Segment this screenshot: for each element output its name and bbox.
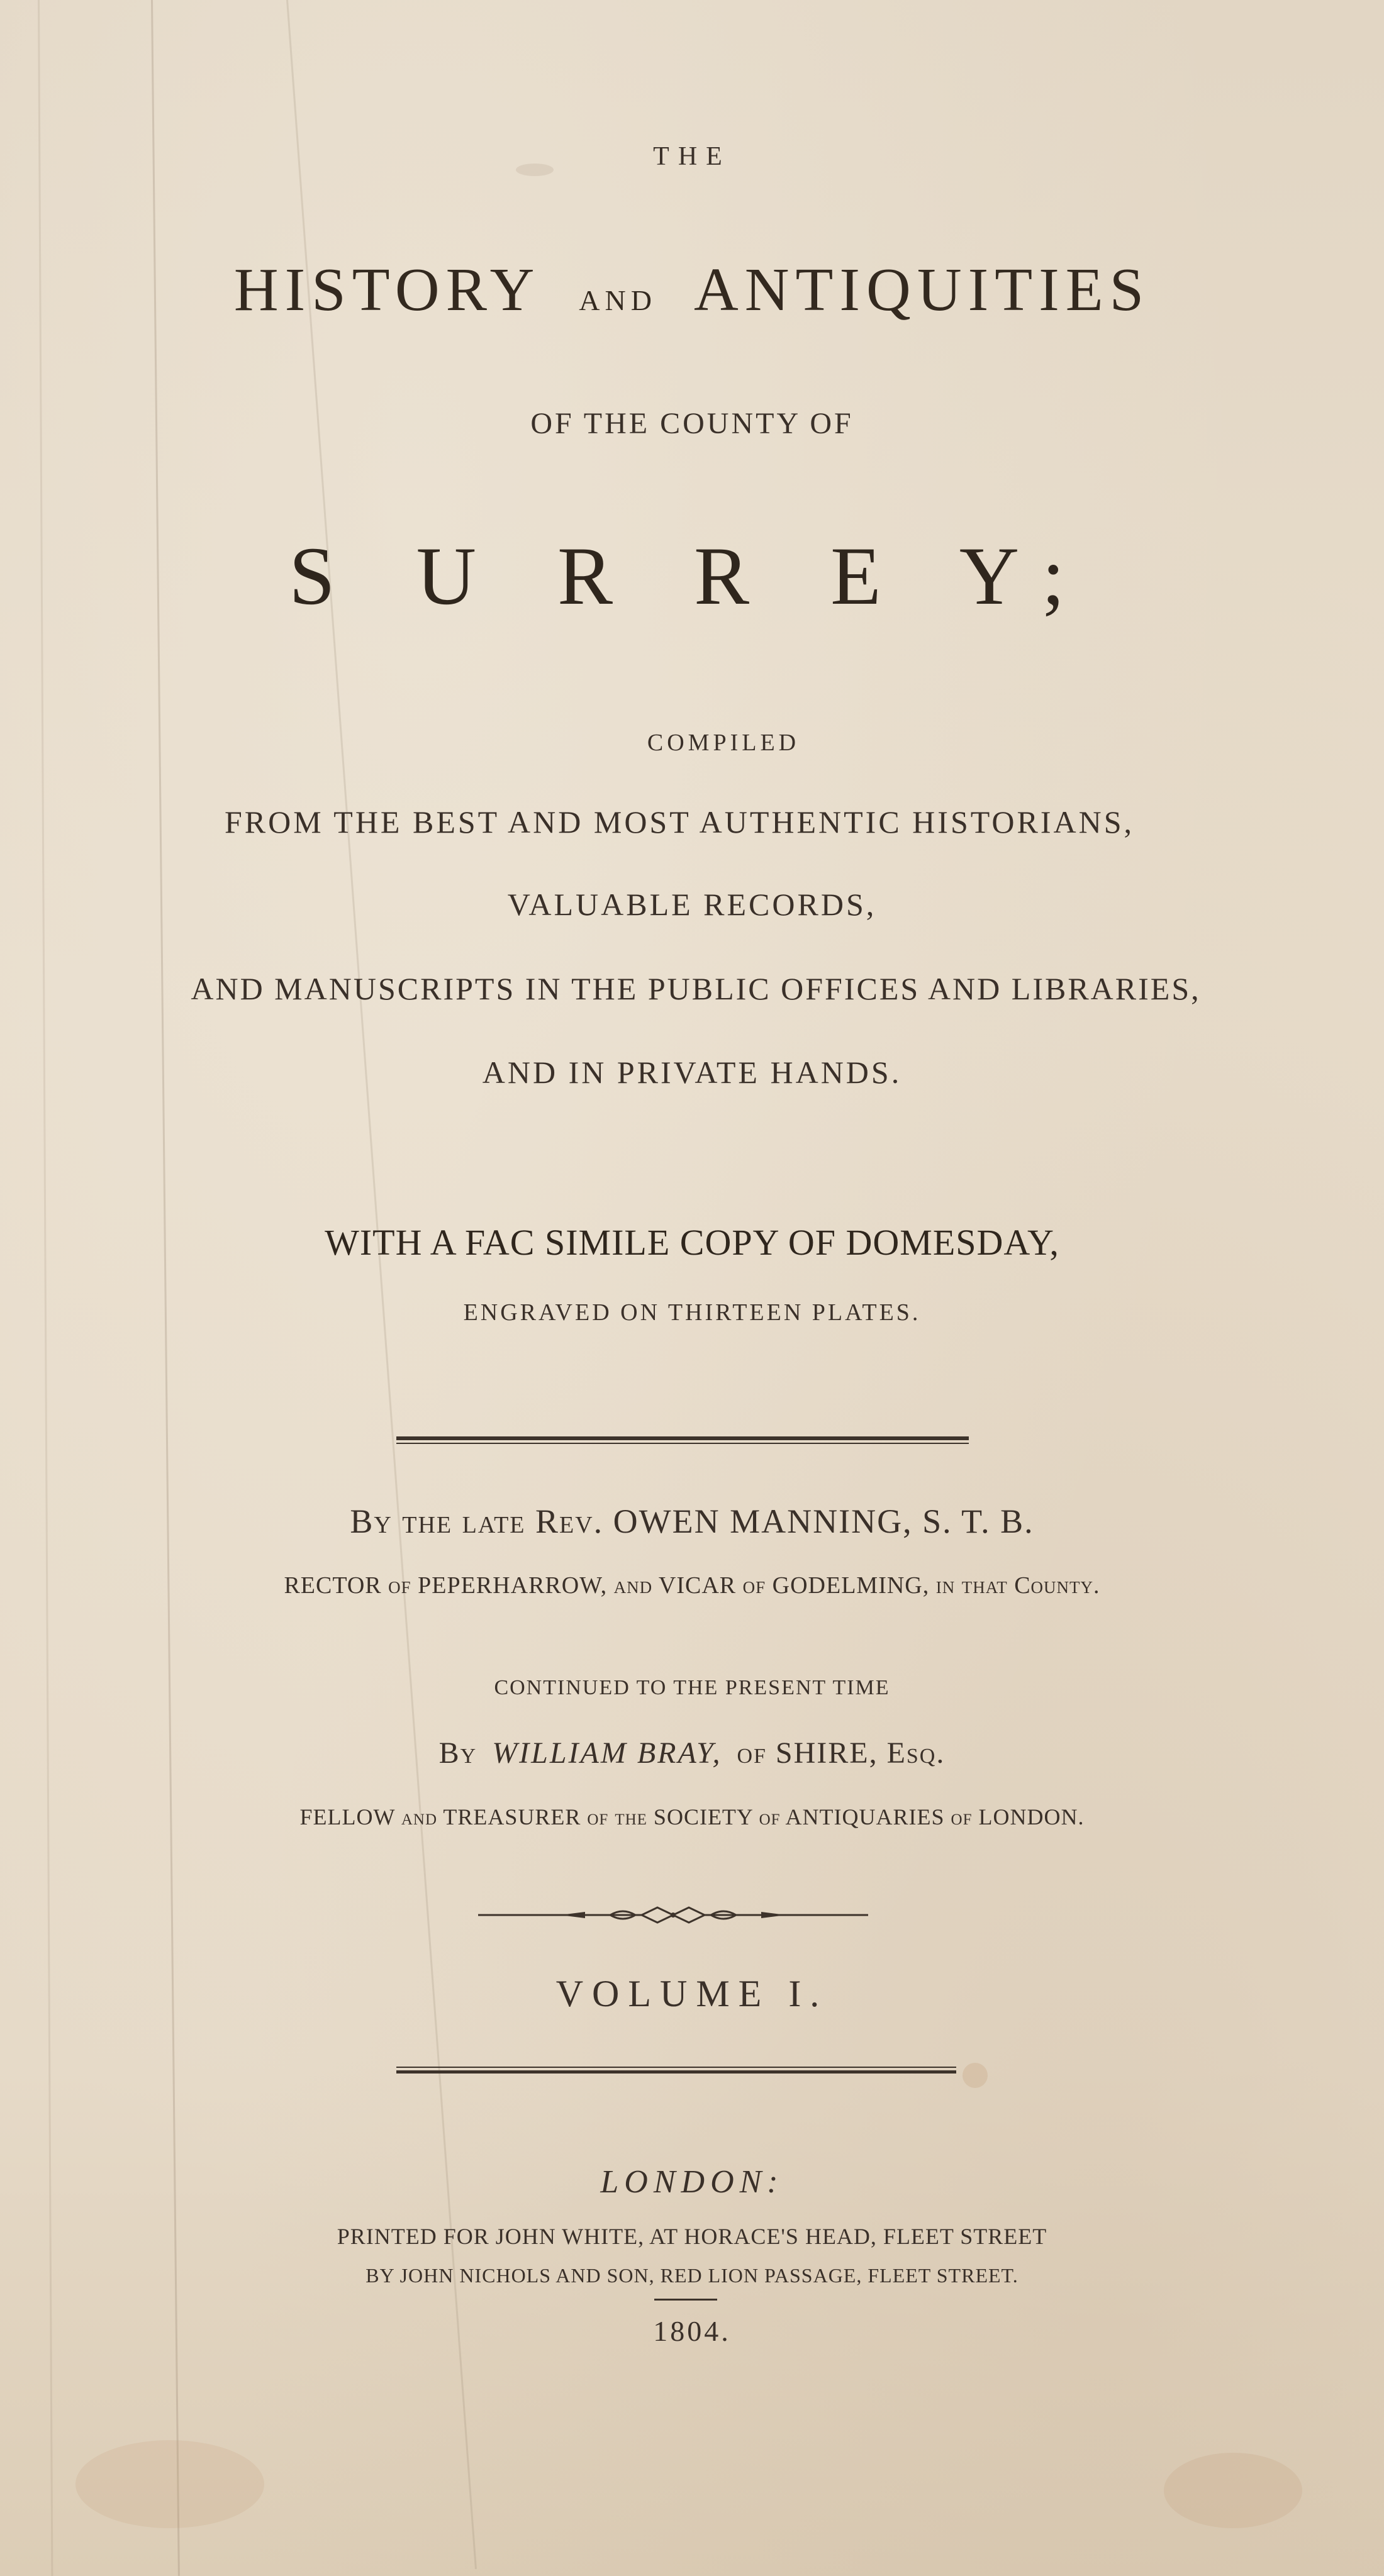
- domesday-line-2: [0, 1301, 1384, 1324]
- ornament-divider: [478, 1906, 868, 1924]
- compiled-text: COMPILED: [647, 730, 800, 756]
- editor-position: [0, 1806, 1384, 1828]
- editor-by: By: [438, 1736, 477, 1770]
- county-name-text: S U R R E Y;: [289, 530, 1095, 622]
- title-the: [0, 143, 1384, 170]
- author-position: [0, 1574, 1384, 1597]
- volume-text: VOLUME I.: [555, 1973, 829, 2014]
- main-title: [0, 256, 1384, 324]
- county-line-text: OF THE COUNTY OF: [530, 407, 854, 440]
- editor-position-text: FELLOW and TREASURER of the SOCIETY of ANTIQUARIES of LONDON.: [299, 1804, 1085, 1829]
- editor-name: WILLIAM BRAY,: [492, 1736, 722, 1770]
- editor-rest: of SHIRE, Esq.: [737, 1736, 946, 1770]
- imprint-city-text: LONDON:: [600, 2164, 784, 2200]
- volume-label: [0, 1975, 1384, 2012]
- imprint-city: [0, 2166, 1384, 2199]
- sources-line-3: [4, 973, 1384, 1004]
- double-rule-bottom: [396, 2067, 956, 2075]
- author-line: [0, 1504, 1384, 1538]
- main-title-and: AND: [579, 284, 657, 316]
- sources-line-2-text: VALUABLE RECORDS,: [507, 887, 877, 922]
- sources-line-3-text: AND MANUSCRIPTS IN THE PUBLIC OFFICES AND LIBRARIES,: [191, 971, 1201, 1006]
- county-name: [0, 530, 1384, 622]
- paper-stain: [963, 2063, 988, 2088]
- title-the-text: THE: [653, 142, 731, 171]
- continued-line: [0, 1677, 1384, 1699]
- domesday-line-1-text: WITH A FAC SIMILE COPY OF DOMESDAY,: [325, 1222, 1059, 1263]
- continued-text: CONTINUED TO THE PRESENT TIME: [494, 1676, 890, 1699]
- imprint-printer-text: BY JOHN NICHOLS AND SON, RED LION PASSAGE, FLEET STREET.: [366, 2264, 1018, 2287]
- sources-line-1: [0, 806, 1371, 838]
- paper-stain: [1164, 2453, 1302, 2528]
- imprint-printed-for: [0, 2225, 1384, 2248]
- main-title-history: HISTORY: [233, 256, 539, 324]
- sources-line-4-text: AND IN PRIVATE HANDS.: [482, 1055, 902, 1090]
- sources-line-1-text: FROM THE BEST AND MOST AUTHENTIC HISTORIANS,: [224, 804, 1135, 840]
- main-title-antiquities: ANTIQUITIES: [694, 256, 1151, 324]
- sources-line-4: [0, 1057, 1384, 1088]
- imprint-year: [0, 2317, 1384, 2346]
- domesday-line-2-text: ENGRAVED ON THIRTEEN PLATES.: [463, 1299, 921, 1326]
- editor-line: [0, 1738, 1384, 1768]
- compiled-label: [31, 731, 1384, 755]
- imprint-year-text: 1804.: [653, 2315, 731, 2347]
- paper-stain: [75, 2440, 264, 2528]
- double-rule-top: [396, 1436, 969, 1445]
- imprint-printed-for-text: PRINTED FOR JOHN WHITE, AT HORACE'S HEAD, FLEET STREET: [337, 2224, 1047, 2249]
- sources-line-2: [0, 889, 1384, 920]
- imprint-printer: [0, 2265, 1384, 2285]
- county-line: [0, 409, 1384, 439]
- imprint-rule: [654, 2299, 717, 2301]
- author-position-text: RECTOR of PEPERHARROW, and VICAR of GODELMING, in that County.: [284, 1572, 1100, 1599]
- author-line-text: By the late Rev. OWEN MANNING, S. T. B.: [350, 1502, 1034, 1540]
- domesday-line-1: [0, 1224, 1384, 1261]
